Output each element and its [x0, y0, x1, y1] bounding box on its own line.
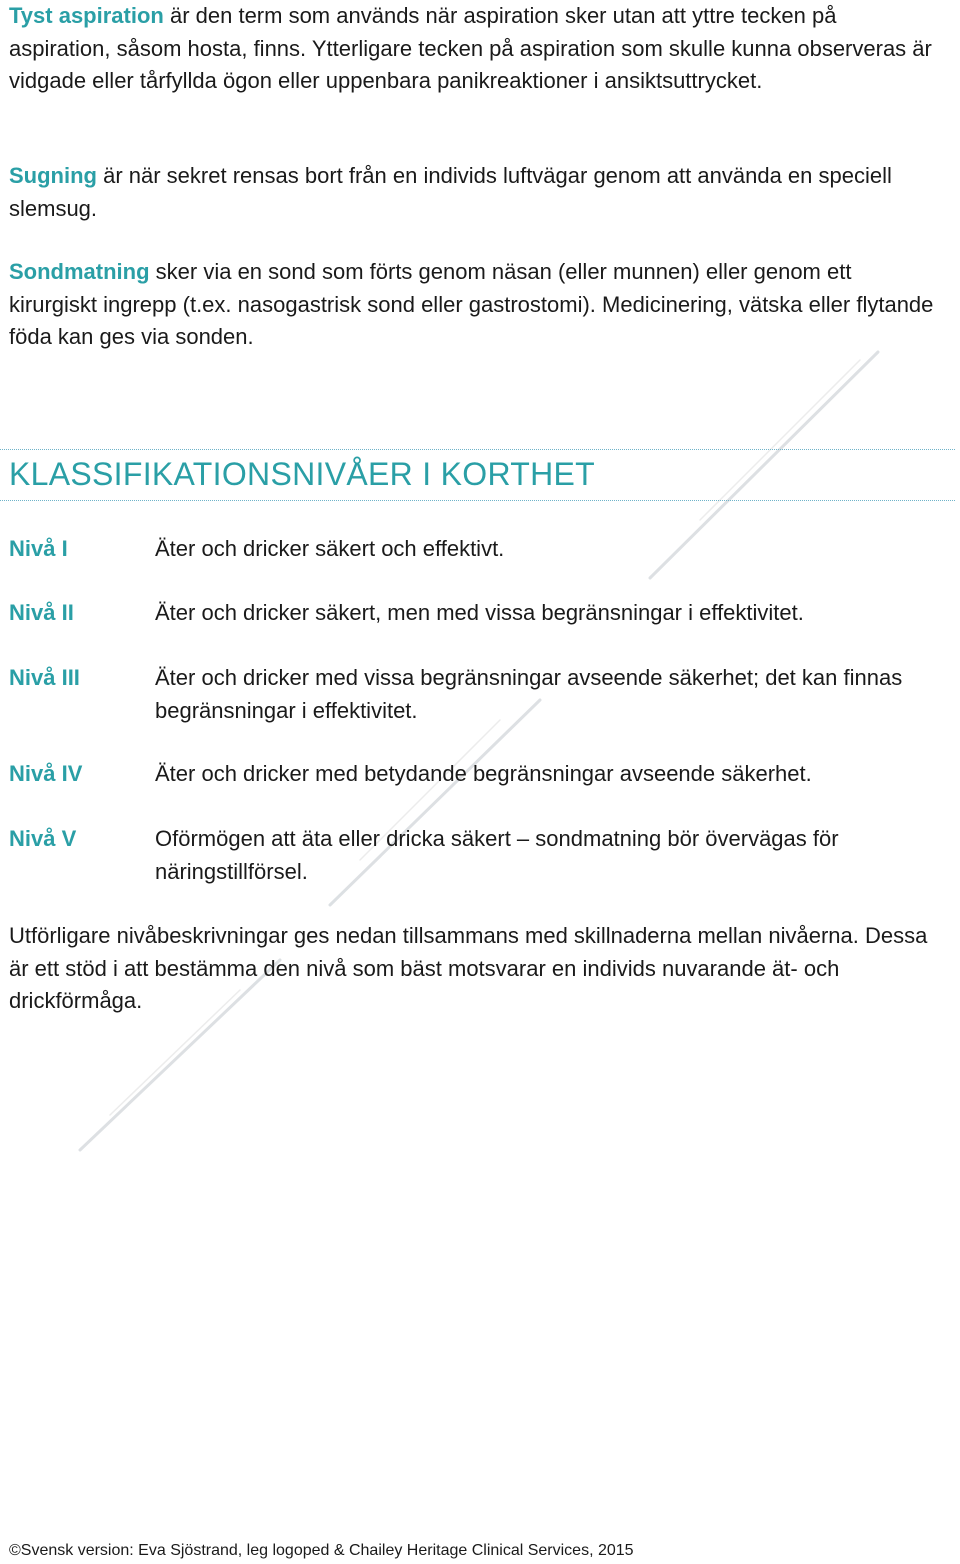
definition-text: är den term som används när aspiration sker utan att yttre tecken på aspiration, såsom hosta, finns. Ytterligare tecken på aspiration som skulle kunna observeras är vidgade eller tårfyllda ögon eller uppenbara panikreaktioner i ansiktsuttrycket.	[9, 3, 932, 93]
definition-sugning	[9, 160, 944, 225]
definition-text: är när sekret rensas bort från en individs luftvägar genom att använda en speciell slemsug.	[9, 163, 892, 221]
level-label: Nivå IV	[9, 761, 83, 786]
level-description: Äter och dricker säkert, men med vissa begränsningar i effektivitet.	[155, 600, 804, 625]
level-description: Äter och dricker med betydande begränsningar avseende säkerhet.	[155, 761, 812, 786]
term-sugning: Sugning	[9, 163, 97, 188]
level-label: Nivå I	[9, 536, 68, 561]
definition-tyst-aspiration	[9, 0, 944, 98]
section-heading: KLASSIFIKATIONSNIVÅER I KORTHET	[9, 456, 596, 492]
level-label: Nivå II	[9, 600, 74, 625]
closing-paragraph: Utförligare nivåbeskrivningar ges nedan tillsammans med skillnaderna mellan nivåerna. Dessa är ett stöd i att bestämma den nivå som bäst motsvarar en individs nuvarande ät- och drickförmåga.	[9, 923, 928, 1013]
level-description: Äter och dricker med vissa begränsningar avseende säkerhet; det kan finnas begränsningar i effektivitet.	[155, 665, 903, 723]
section-heading-box	[0, 449, 955, 501]
level-description: Äter och dricker säkert och effektivt.	[155, 536, 505, 561]
level-description: Oförmögen att äta eller dricka säkert – sondmatning bör övervägas för näringstillförsel.	[155, 826, 839, 884]
term-sondmatning: Sondmatning	[9, 259, 150, 284]
footer-credit: ©Svensk version: Eva Sjöstrand, leg logoped & Chailey Heritage Clinical Services, 2015	[9, 1542, 634, 1559]
level-label: Nivå V	[9, 826, 77, 851]
level-label: Nivå III	[9, 665, 80, 690]
term-tyst-aspiration: Tyst aspiration	[9, 3, 164, 28]
definition-sondmatning	[9, 256, 944, 354]
definition-text: sker via en sond som förts genom näsan (eller munnen) eller genom ett kirurgiskt ingrepp (t.ex. nasogastrisk sond eller gastrostomi). Medicinering, vätska eller flytande föda kan ges via sonden.	[9, 259, 934, 349]
